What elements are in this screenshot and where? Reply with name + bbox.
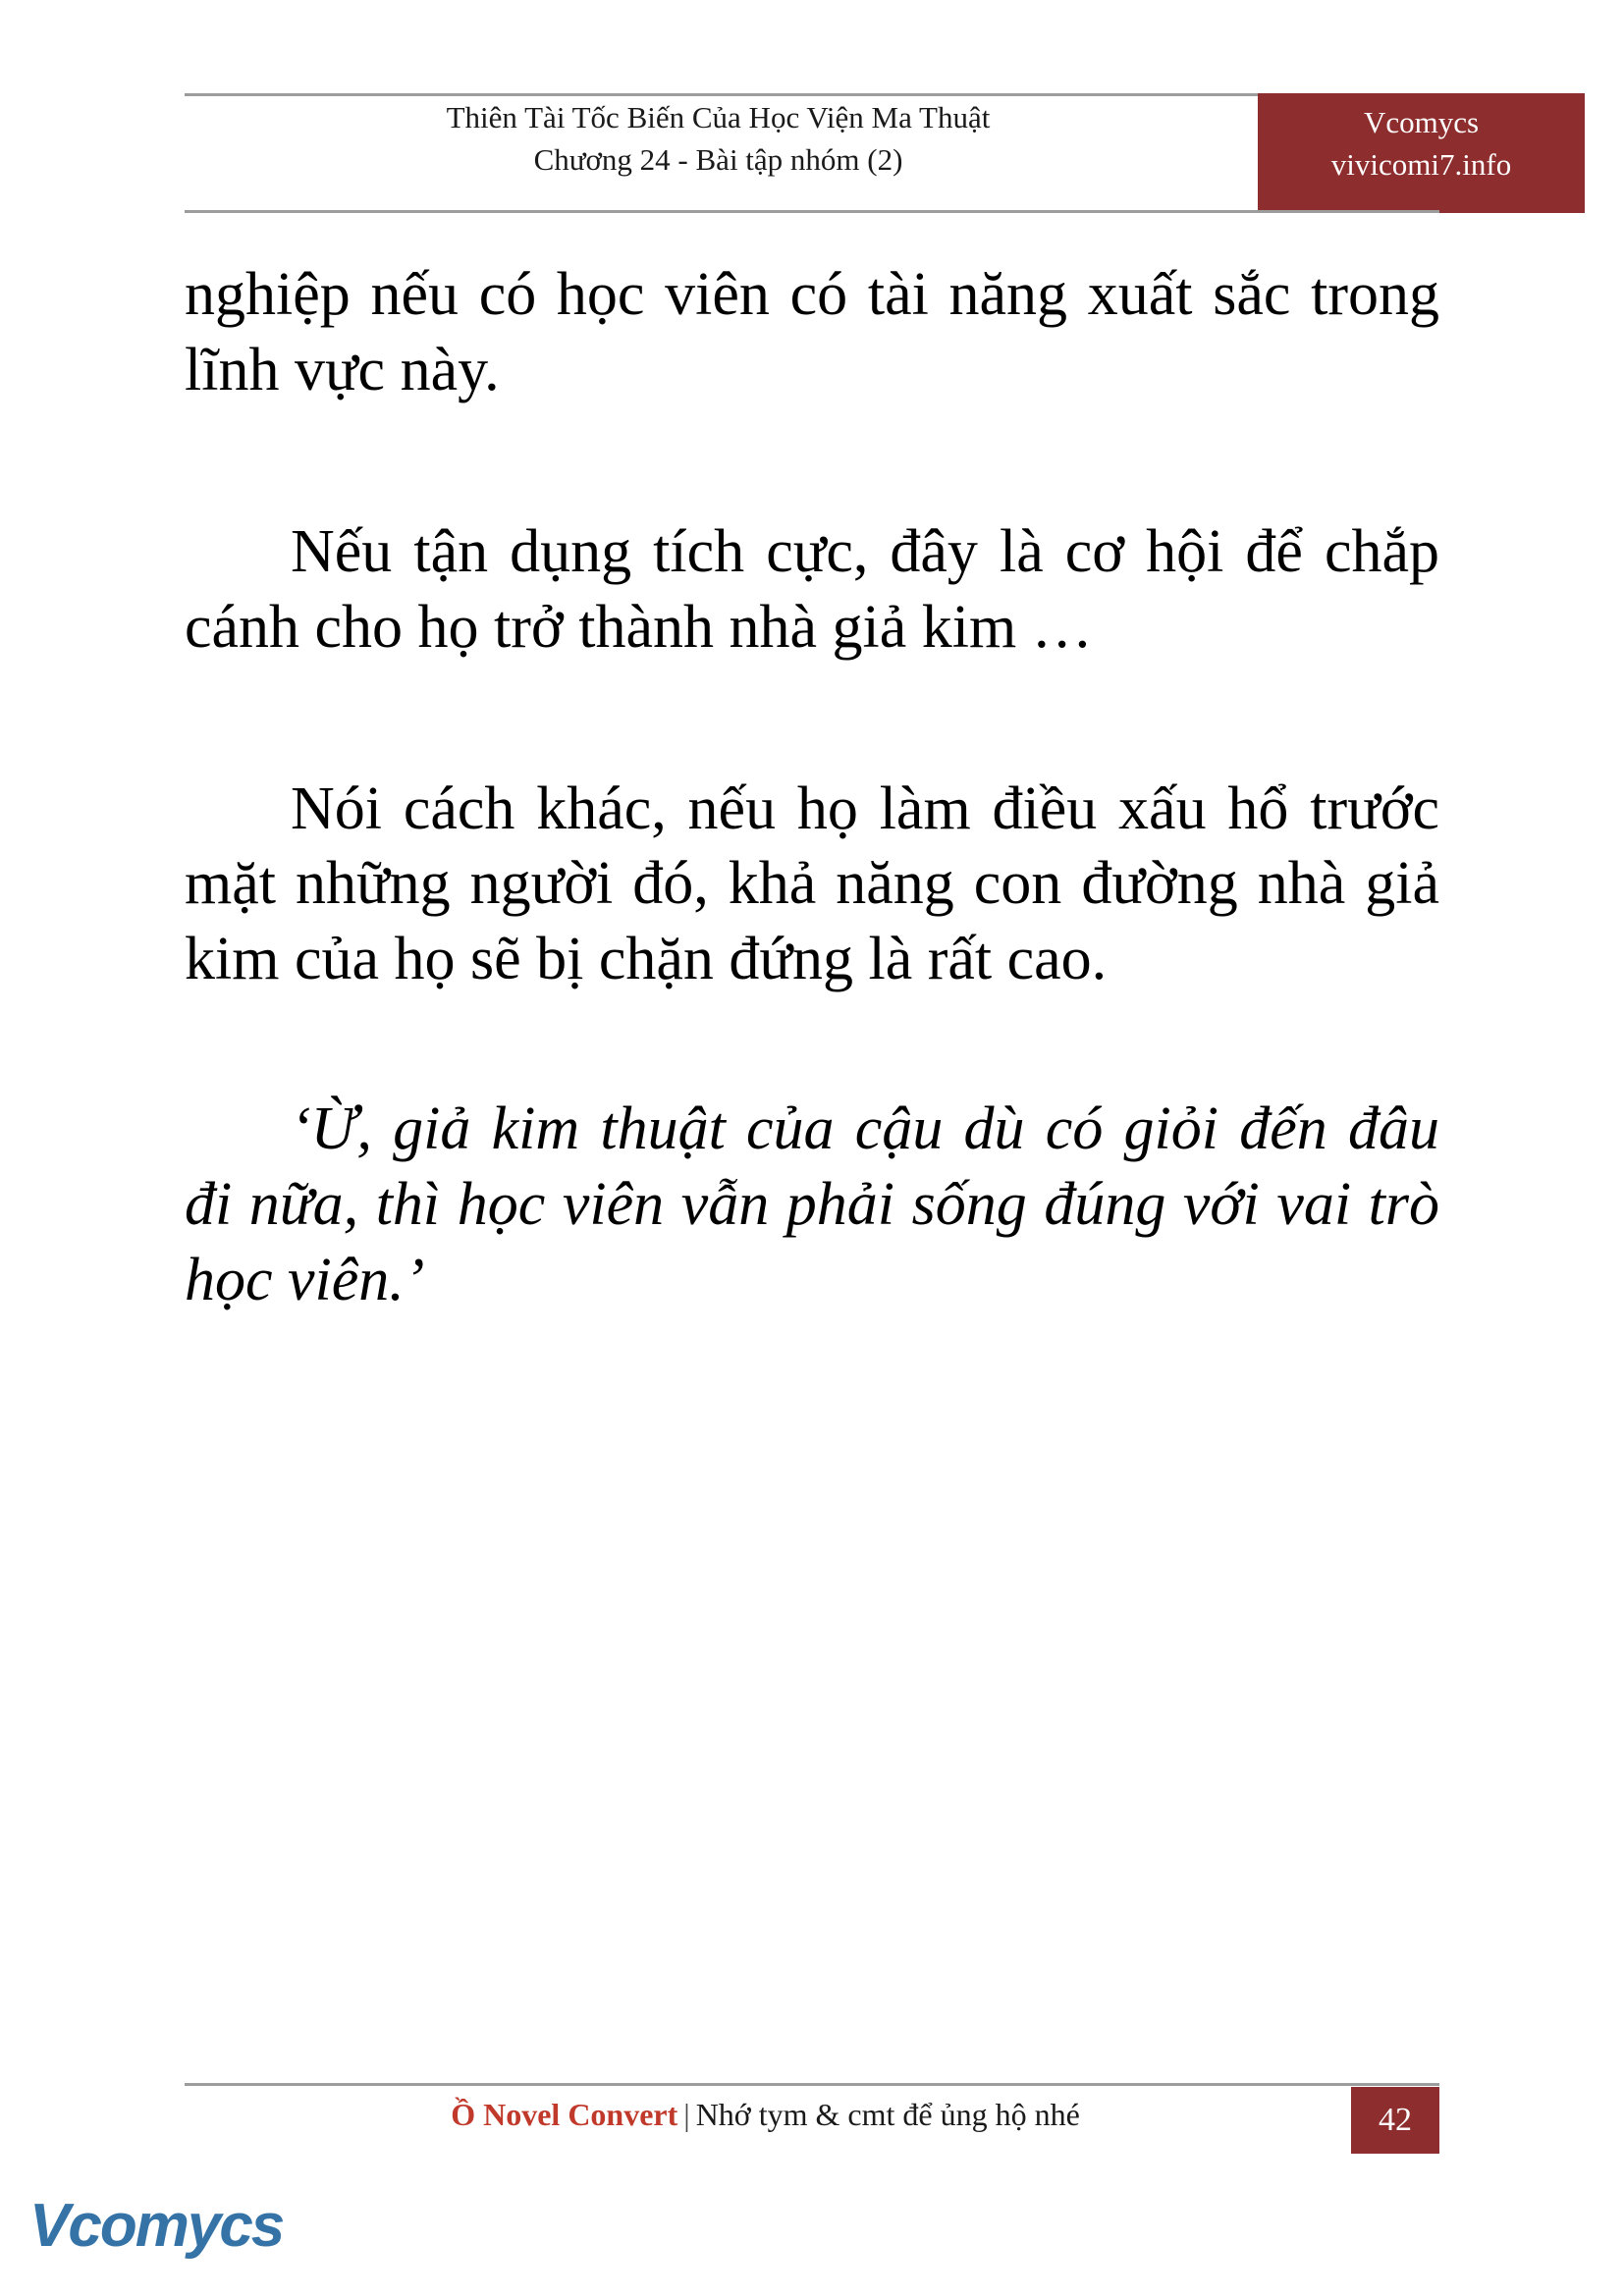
paragraph-spacer [185, 408, 1439, 514]
site-badge-url: vivicomi7.info [1330, 147, 1512, 183]
header-title-line1: Thiên Tài Tốc Biến Của Học Viện Ma Thuật [446, 100, 991, 134]
page-footer [185, 2083, 1439, 2154]
paragraph-spacer [185, 666, 1439, 772]
page-number-badge: 42 [1351, 2087, 1439, 2154]
vcomycs-watermark-logo [29, 2191, 284, 2275]
paragraph-3: Nói cách khác, nếu họ làm điều xấu hổ trước mặt những người đó, khả năng con đường nhà giả kim của họ sẽ bị chặn đứng là rất cao. [185, 774, 1439, 993]
footer-credit [185, 2097, 1346, 2133]
paragraph-2: Nếu tận dụng tích cực, đây là cơ hội để chắp cánh cho họ trở thành nhà giả kim … [185, 517, 1439, 661]
watermark-word: comycs [68, 2192, 284, 2260]
header-bottom-rule [185, 210, 1439, 213]
watermark-text [29, 2191, 283, 2261]
footer-brand: Ồ Novel Convert [451, 2097, 678, 2132]
header-title-line2: Chương 24 - Bài tập nhóm (2) [533, 141, 903, 177]
footer-top-rule [185, 2083, 1439, 2086]
footer-note: Nhớ tym & cmt để ủng hộ nhé [695, 2097, 1080, 2132]
site-badge [1258, 93, 1585, 213]
footer-separator: | [683, 2097, 690, 2132]
header-top-rule [185, 93, 1439, 96]
footer-content [185, 2087, 1439, 2154]
site-badge-name: Vcomycs [1363, 105, 1480, 139]
paragraph-4-quote: ‘Ừ, giả kim thuật của cậu dù có giỏi đến đâu đi nữa, thì học viên vẫn phải sống đúng với vai trò học viên.’ [185, 1095, 1439, 1313]
paragraph-spacer [185, 997, 1439, 1092]
page-body [185, 257, 1439, 1318]
paragraph-continued: nghiệp nếu có học viên có tài năng xuất sắc trong lĩnh vực này. [185, 261, 1439, 403]
watermark-initial: V [29, 2192, 69, 2260]
page-header [185, 93, 1512, 213]
header-title [185, 97, 1252, 182]
